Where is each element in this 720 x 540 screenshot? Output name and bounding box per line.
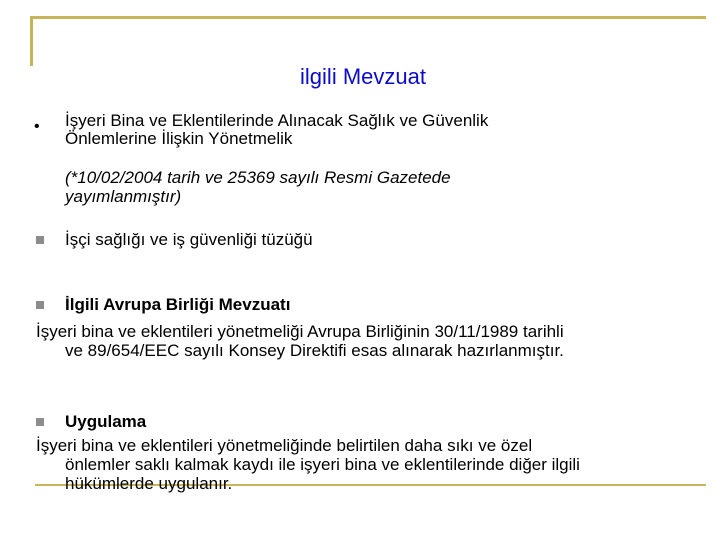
item4-body-line3: hükümlerde uygulanır. [65,474,233,493]
item1-note-line2: yayımlanmıştır) [65,187,182,206]
left-decor-line [30,16,33,66]
item2-text: İşçi sağlığı ve iş güvenliği tüzüğü [65,230,313,249]
dot-bullet-icon: • [34,118,40,135]
item1-note-line1: (*10/02/2004 tarih ve 25369 sayılı Resmi Gazetede [65,168,451,187]
item4-heading: Uygulama [65,412,147,431]
item3-body-line2: ve 89/654/EEC sayılı Konsey Direktifi esas alınarak hazırlanmıştır. [65,341,564,360]
square-bullet-icon [36,236,44,244]
item1-heading-line1: İşyeri Bina ve Eklentilerinde Alınacak Sağlık ve Güvenlik [65,111,489,130]
square-bullet-icon [36,301,44,309]
item1-heading-line2: Önlemlerine İlişkin Yönetmelik [65,129,293,148]
item3-body-line1: İşyeri bina ve eklentileri yönetmeliği Avrupa Birliğinin 30/11/1989 tarihli [36,322,564,341]
item4-body-line2: önlemler saklı kalmak kaydı ile işyeri bina ve eklentilerinde diğer ilgili [65,455,580,474]
slide-title [0,64,720,90]
item4-body-line1: İşyeri bina ve eklentileri yönetmeliğinde belirtilen daha sıkı ve özel [36,436,533,455]
top-decor-line [30,16,706,19]
item3-heading: İlgili Avrupa Birliği Mevzuatı [65,295,291,314]
square-bullet-icon [36,418,44,426]
slide-title-text: ilgili Mevzuat [300,64,426,89]
